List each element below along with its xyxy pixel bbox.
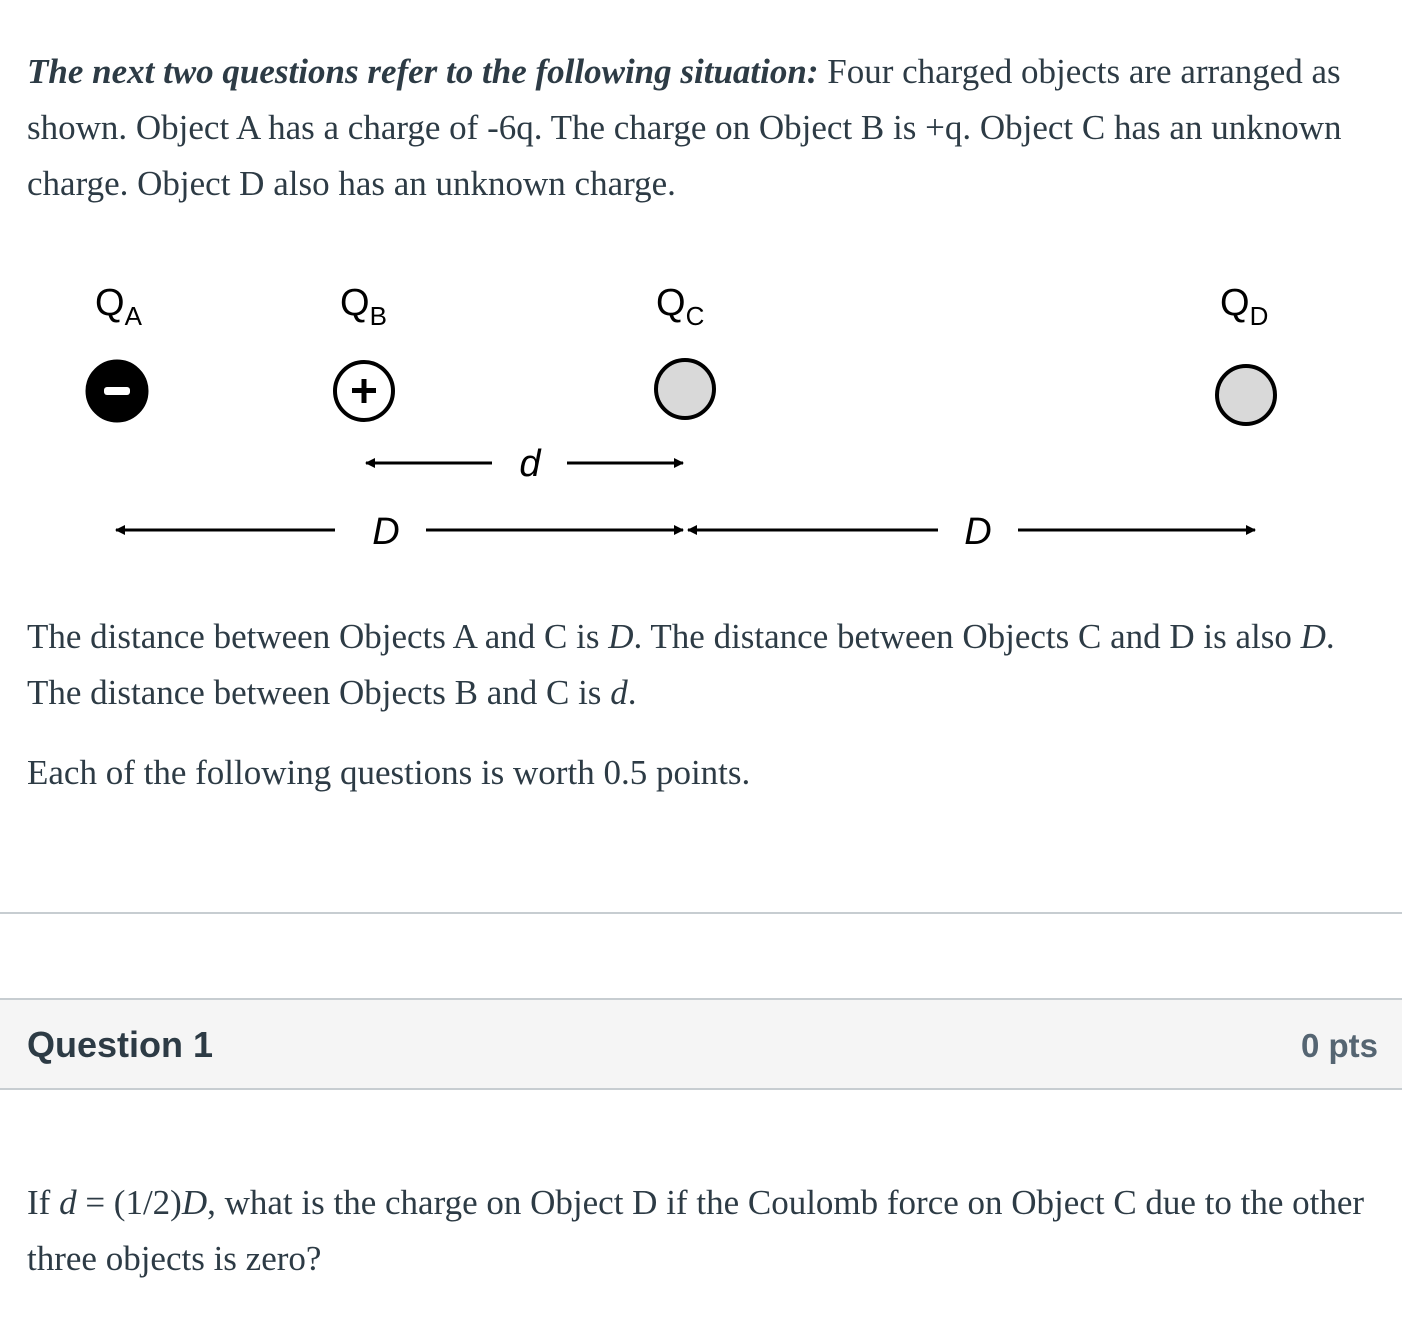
para2-var-d: d (610, 673, 628, 712)
label-qc: $Q_C$ (656, 282, 705, 331)
label-qa: $Q_A$ (95, 282, 142, 331)
para2-var-D2: D (1300, 617, 1326, 656)
question-text-3: , what is the charge on Object D if the Coulomb force on Object C due to the other three objects is zero? (27, 1183, 1365, 1278)
distance-paragraph (27, 609, 1372, 721)
points-note: Each of the following questions is worth 0.5 points. (27, 753, 751, 792)
intro-lead: The next two questions refer to the following situation: (27, 52, 819, 91)
intro-text: Four charged objects are arranged as shown. Object A has a charge of -6q. The charge on Object B is +q. Object C has an unknown charge. Object D also has an unknown charge. (27, 52, 1342, 203)
para2-text-1: The distance between Objects A and C is (27, 617, 609, 656)
charge-diagram (0, 270, 1402, 570)
charge-a-negative (87, 361, 147, 421)
charge-b-positive (335, 362, 393, 420)
question-text-1: If (27, 1183, 60, 1222)
question-var-d: d (59, 1183, 77, 1222)
intro-paragraph (27, 44, 1372, 212)
para2-var-D1: D (608, 617, 634, 656)
label-qb: $Q_B$ (340, 282, 387, 331)
para2-text-4: . (627, 673, 637, 712)
question-header (0, 998, 1402, 1090)
D2-label: D (964, 511, 992, 553)
label-qd: $Q_D$ (1220, 282, 1269, 331)
question-var-D: D (181, 1183, 208, 1222)
para2-text-2: . The distance between Objects C and D is also (633, 617, 1301, 656)
d-label: d (519, 443, 541, 485)
question-text (27, 1175, 1387, 1287)
charge-d-unknown (1217, 366, 1275, 424)
D1-label: D (372, 511, 400, 553)
section-divider (0, 912, 1402, 914)
para2-text-3: . The distance between Objects B and C is (27, 617, 1335, 712)
question-text-2: = (1/2) (76, 1183, 182, 1222)
question-title: Question 1 (27, 1024, 214, 1065)
charge-c-unknown (656, 360, 714, 418)
question-points: 0 pts (1300, 1027, 1378, 1064)
